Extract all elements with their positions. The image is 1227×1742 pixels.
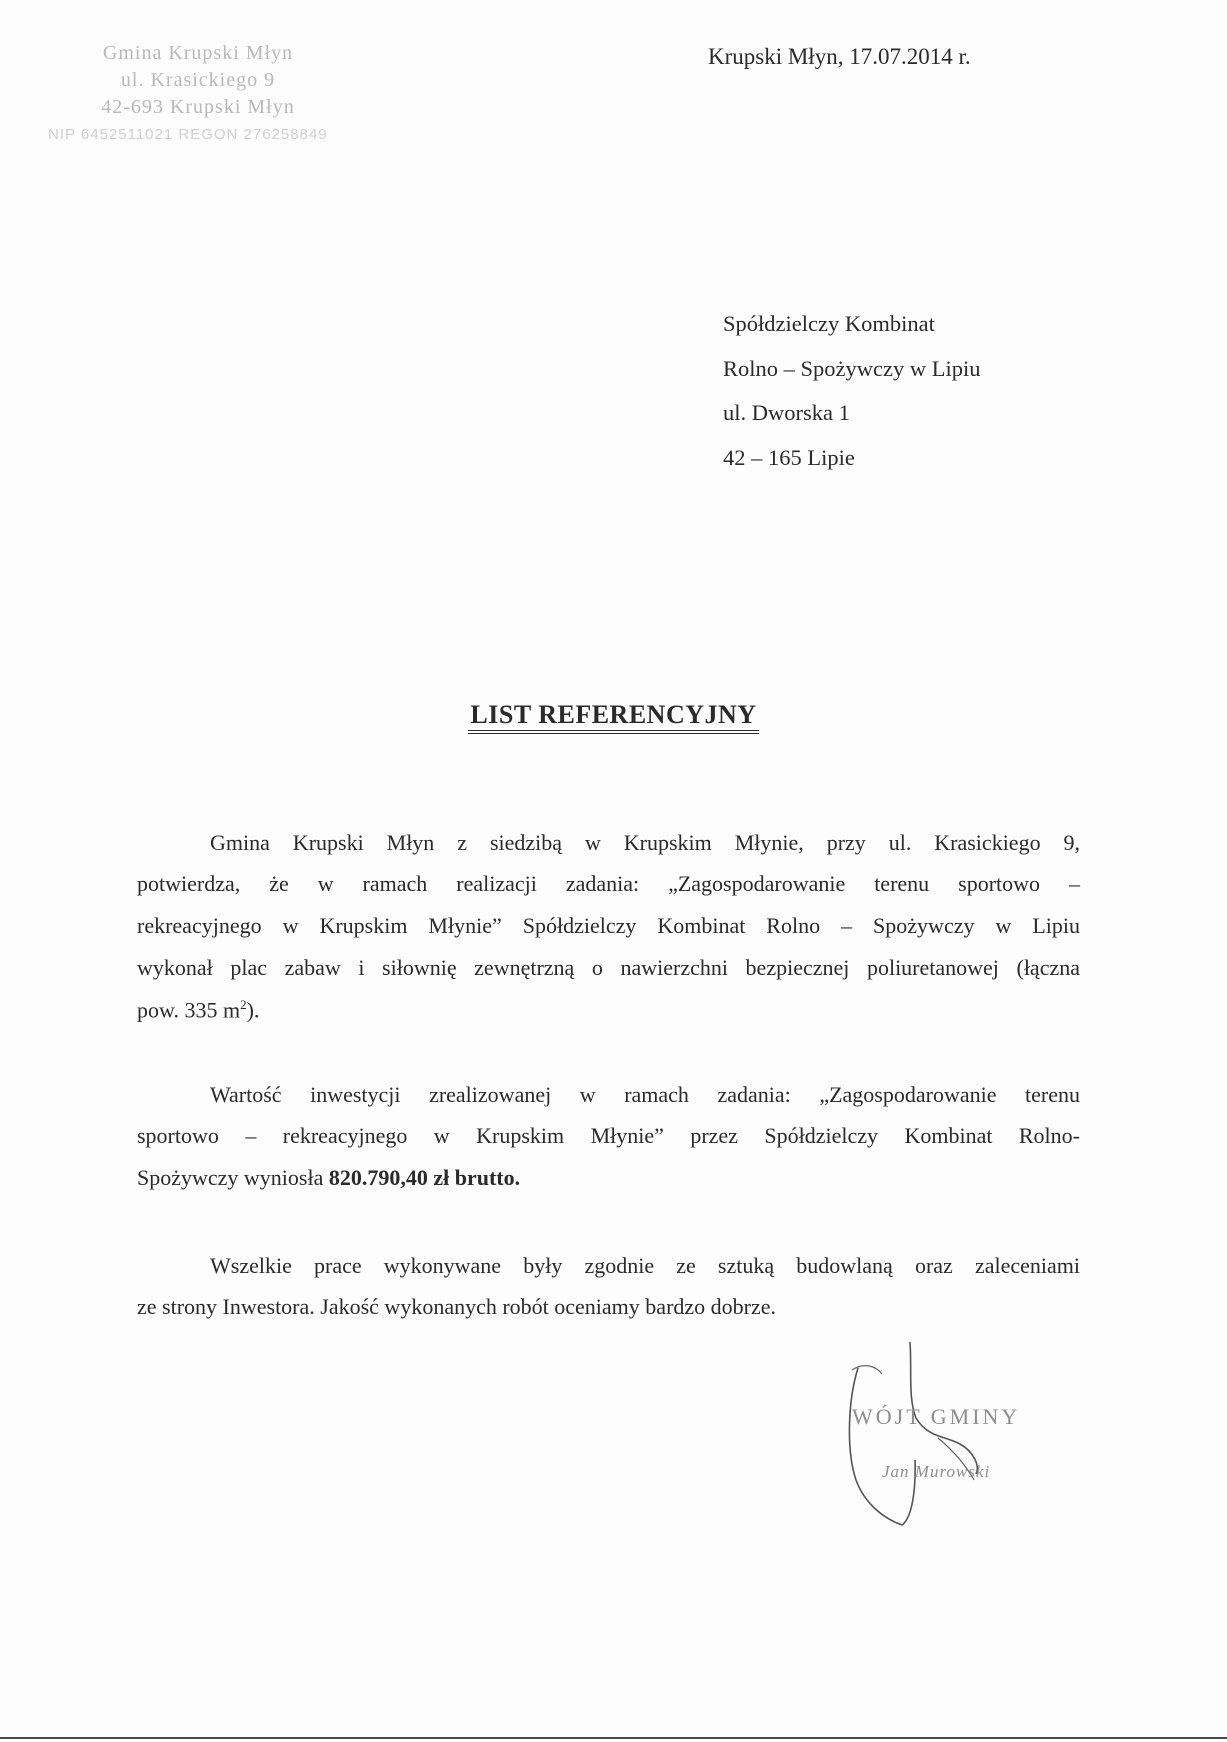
paragraph-line: Wszelkie prace wykonywane były zgodnie ze sztuką budowlaną oraz zaleceniami bbox=[210, 1253, 1080, 1278]
paragraph-line: ze strony Inwestora. Jakość wykonanych robót oceniamy bardzo dobrze. bbox=[137, 1294, 777, 1319]
paragraph-line-last bbox=[137, 1165, 1080, 1195]
paragraph-line: Wartość inwestycji zrealizowanej w ramach zadania: „Zagospodarowanie terenu bbox=[210, 1082, 1080, 1107]
recipient-line: Spółdzielczy Kombinat bbox=[723, 311, 935, 336]
letter-date: Krupski Młyn, 17.07.2014 r. bbox=[708, 44, 971, 69]
recipient-address bbox=[723, 302, 980, 480]
superscript: 2 bbox=[240, 997, 247, 1012]
document-title-block bbox=[0, 700, 1227, 734]
stamp-line: NIP 6452511021 REGON 276258849 bbox=[48, 126, 328, 143]
paragraph-line: wykonał plac zabaw i siłownię zewnętrzną o nawierzchni bezpiecznej poliuretanowej (łączna bbox=[137, 955, 1080, 980]
stamp-line: ul. Krasickiego 9 bbox=[120, 69, 276, 91]
paragraph-line: Gmina Krupski Młyn z siedzibą w Krupskim Młynie, przy ul. Krasickiego 9, bbox=[210, 830, 1080, 855]
document-title: LIST REFERENCYJNY bbox=[468, 701, 758, 734]
scan-edge-line bbox=[0, 1737, 1227, 1739]
stamp-line: Gmina Krupski Młyn bbox=[102, 42, 294, 64]
paragraph-line-last bbox=[137, 997, 1080, 1027]
signature-title: WÓJT GMINY bbox=[852, 1404, 1021, 1429]
paragraph-text: ). bbox=[246, 997, 260, 1023]
recipient-line: 42 – 165 Lipie bbox=[723, 444, 855, 470]
paragraph-line: rekreacyjnego w Krupskim Młynie” Spółdzielczy Kombinat Rolno – Spożywczy w Lipiu bbox=[137, 913, 1080, 938]
stamp-line: 42-693 Krupski Młyn bbox=[101, 96, 295, 118]
signature-stamp bbox=[842, 1340, 1052, 1530]
paragraph-line: potwierdza, że w ramach realizacji zadania: „Zagospodarowanie terenu sportowo – bbox=[137, 871, 1080, 896]
recipient-line: ul. Dworska 1 bbox=[723, 400, 850, 425]
handwritten-signature-icon bbox=[842, 1340, 1052, 1530]
recipient-line: Rolno – Spożywczy w Lipiu bbox=[723, 355, 981, 381]
paragraph-text: pow. 335 m bbox=[137, 997, 241, 1023]
investment-amount: 820.790,40 zł brutto. bbox=[328, 1165, 521, 1190]
sender-stamp bbox=[48, 40, 348, 148]
signature-name: Jan Murowski bbox=[882, 1462, 991, 1481]
paragraph-text: Spożywczy wyniosła bbox=[137, 1165, 329, 1190]
paragraph-line: sportowo – rekreacyjnego w Krupskim Młynie” przez Spółdzielczy Kombinat Rolno- bbox=[137, 1123, 1080, 1148]
